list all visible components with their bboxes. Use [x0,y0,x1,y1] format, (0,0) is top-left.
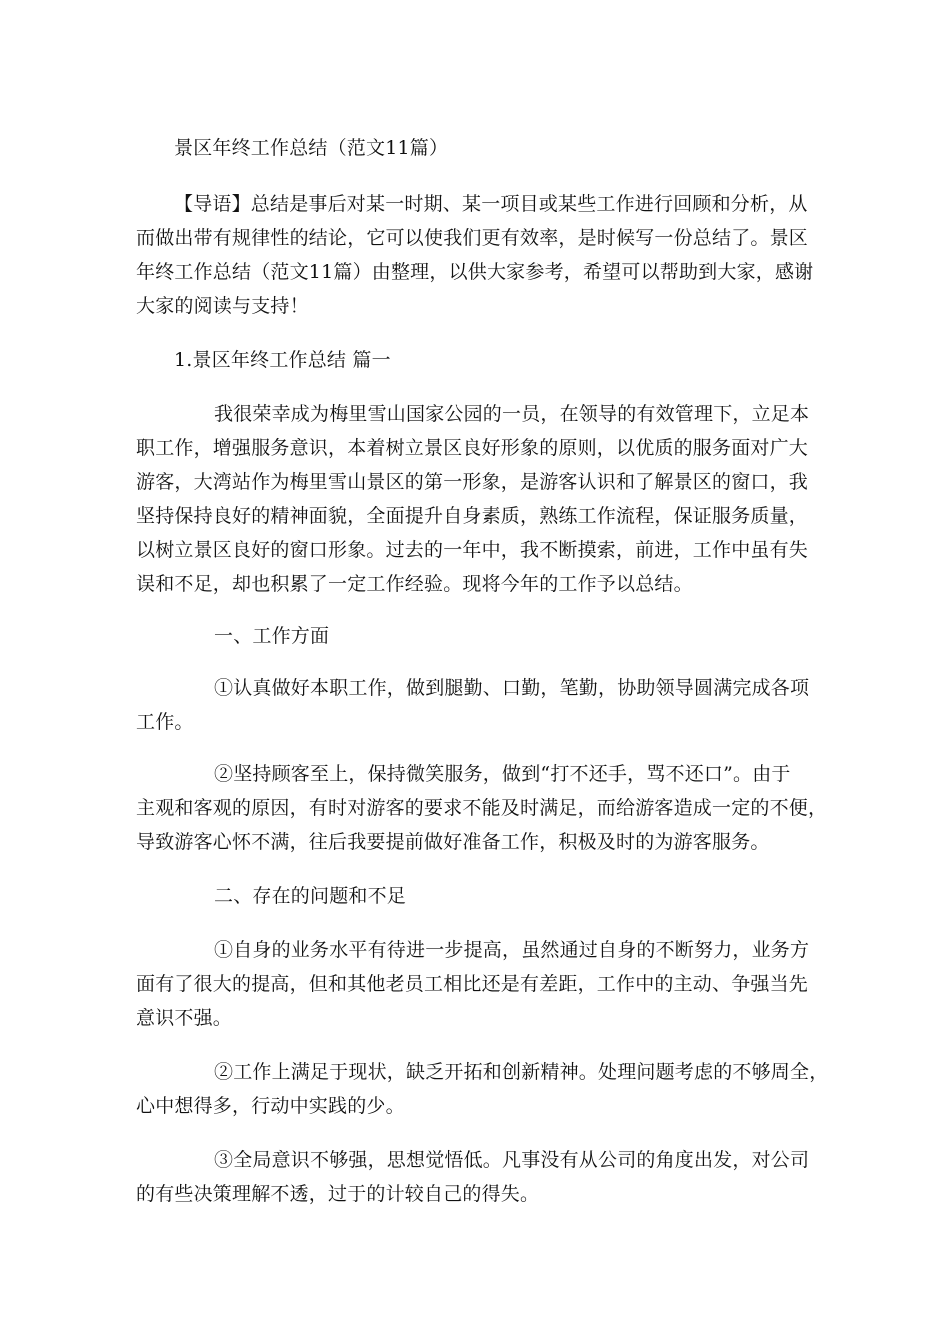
work-item-line: 工作。 [136,711,194,733]
section-heading: 1.景区年终工作总结 篇一 [174,349,391,371]
paragraph-line: 我很荣幸成为梅里雪山国家公园的一员，在领导的有效管理下，立足本 [214,403,810,425]
intro-line: 大家的阅读与支持！ [136,295,309,317]
problem-item-line: 意识不强。 [136,1007,233,1029]
work-item-line: 导致游客心怀不满，往后我要提前做好准备工作，积极及时的为游客服务。 [136,831,770,853]
problem-item-line: ①自身的业务水平有待进一步提高，虽然通过自身的不断努力，业务方 [214,939,810,961]
problem-item-line: 心中想得多，行动中实践的少。 [136,1095,405,1117]
paragraph-line: 坚持保持良好的精神面貌，全面提升自身素质，熟练工作流程，保证服务质量， [136,505,809,527]
problem-item-line: ②工作上满足于现状，缺乏开拓和创新精神。处理问题考虑的不够周全， [214,1061,829,1083]
intro-line: 而做出带有规律性的结论，它可以使我们更有效率，是时候写一份总结了。景区 [136,227,809,249]
work-item-line: 主观和客观的原因，有时对游客的要求不能及时满足，而给游客造成一定的不便， [136,797,828,819]
subheading-work: 一、工作方面 [214,625,330,647]
intro-line: 【导语】总结是事后对某一时期、某一项目或某些工作进行回顾和分析，从 [174,193,808,215]
work-item-line: ②坚持顾客至上，保持微笑服务，做到“打不还手，骂不还口”。由于 [214,763,791,785]
problem-item-line: 的有些决策理解不透，过于的计较自己的得失。 [136,1183,540,1205]
problem-item-line: ③全局意识不够强，思想觉悟低。凡事没有从公司的角度出发，对公司 [214,1149,810,1171]
paragraph-line: 误和不足，却也积累了一定工作经验。现将今年的工作予以总结。 [136,573,693,595]
paragraph-line: 职工作，增强服务意识，本着树立景区良好形象的原则，以优质的服务面对广大 [136,437,809,459]
problem-item-line: 面有了很大的提高，但和其他老员工相比还是有差距，工作中的主动、争强当先 [136,973,809,995]
intro-line: 年终工作总结（范文11篇）由整理，以供大家参考，希望可以帮助到大家，感谢 [136,261,814,283]
subheading-problems: 二、存在的问题和不足 [214,885,407,907]
paragraph-line: 游客，大湾站作为梅里雪山景区的第一形象，是游客认识和了解景区的窗口，我 [136,471,809,493]
work-item-line: ①认真做好本职工作，做到腿勤、口勤，笔勤，协助领导圆满完成各项 [214,677,810,699]
document-title: 景区年终工作总结（范文11篇） [174,137,449,159]
paragraph-line: 以树立景区良好的窗口形象。过去的一年中，我不断摸索，前进，工作中虽有失 [136,539,809,561]
